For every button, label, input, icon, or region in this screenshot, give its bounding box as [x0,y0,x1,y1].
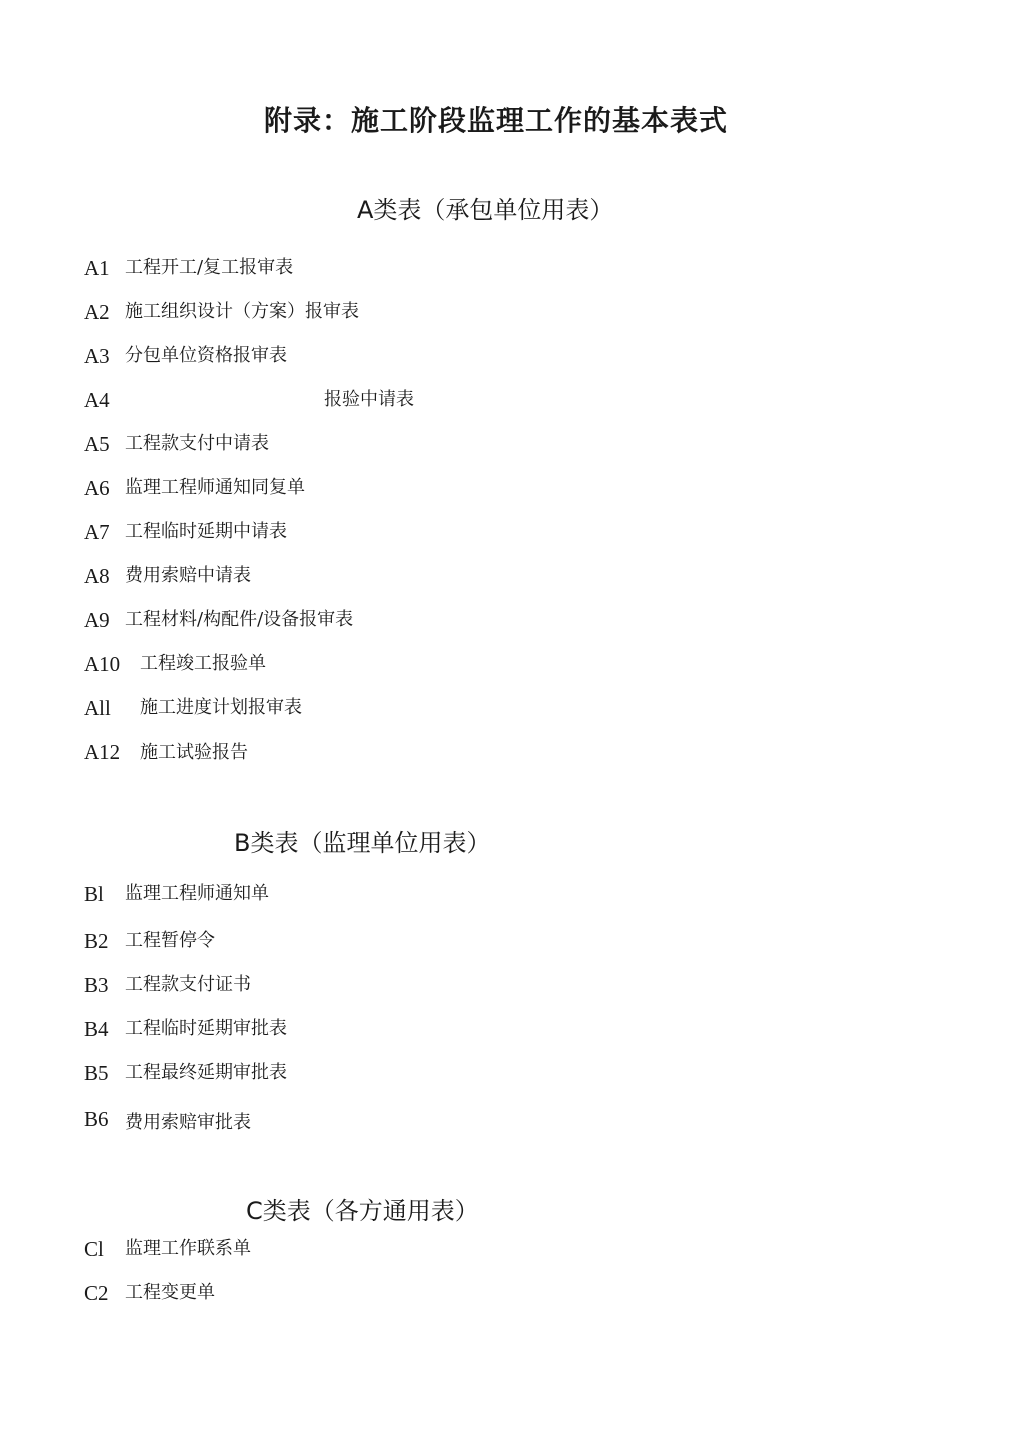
item-label: 报验中请表 [324,389,414,410]
list-item-a12 [84,737,784,767]
item-label: 施工试验报告 [140,742,248,763]
list-item-a6 [84,473,784,503]
item-label: 工程材料/构配件/设备报审表 [125,609,354,630]
item-code: A9 [84,608,110,632]
item-label: 工程变更单 [125,1282,215,1303]
list-item-a10 [84,649,784,679]
item-code: A4 [84,388,110,412]
item-code: Cl [84,1237,104,1261]
list-item-b2 [84,926,784,956]
page-title: 附录：施工阶段监理工作的基本表式 [263,104,728,137]
item-code: A10 [84,652,121,676]
item-label: 工程开工/复工报审表 [125,257,294,278]
item-label: 分包单位资格报审表 [125,345,287,366]
item-code: A6 [84,476,110,500]
item-label: 监理工程师通知单 [125,883,269,904]
list-item-a3 [84,341,784,371]
item-code: A3 [84,344,110,368]
list-item-a2 [84,297,784,327]
section-c-heading: C类表（各方通用表） [246,1197,479,1225]
section-b-heading: B类表（监理单位用表） [234,829,491,857]
item-label: 施工组织设计（方案）报审表 [125,301,359,322]
list-item-c2 [84,1278,784,1308]
item-label: 监理工作联系单 [125,1238,251,1259]
item-code: C2 [84,1281,109,1305]
list-item-a1 [84,253,784,283]
item-label: 工程临时延期审批表 [125,1018,287,1039]
item-code: B5 [84,1061,109,1085]
list-item-a7 [84,517,784,547]
list-item-a9 [84,605,784,635]
item-label: 施工进度计划报审表 [140,697,302,718]
item-code: B4 [84,1017,109,1041]
section-a-heading: A类表（承包单位用表） [357,196,614,224]
item-label: 费用索赔审批表 [125,1112,251,1133]
list-item-a4 [84,385,784,415]
list-item-b5 [84,1058,784,1088]
item-code: A2 [84,300,110,324]
item-label: 费用索赔中请表 [125,565,251,586]
list-item-a8 [84,561,784,591]
item-code: A7 [84,520,110,544]
list-item-a11 [84,693,784,723]
item-code: A5 [84,432,110,456]
item-code: All [84,696,111,720]
list-item-a5 [84,429,784,459]
item-label: 工程竣工报验单 [140,653,266,674]
item-label: 监理工程师通知同复单 [125,477,305,498]
item-code: B6 [84,1107,109,1131]
item-label: 工程款支付证书 [125,974,251,995]
list-item-b3 [84,970,784,1000]
item-code: B3 [84,973,109,997]
item-code: A1 [84,256,110,280]
list-item-c1 [84,1234,784,1264]
item-label: 工程暂停令 [125,930,215,951]
item-label: 工程最终延期审批表 [125,1062,287,1083]
item-label: 工程款支付中请表 [125,433,269,454]
item-label: 工程临时延期中请表 [125,521,287,542]
list-item-b1 [84,879,784,909]
list-item-b6 [84,1104,784,1134]
item-code: A8 [84,564,110,588]
item-code: B2 [84,929,109,953]
list-item-b4 [84,1014,784,1044]
item-code: A12 [84,740,121,764]
item-code: Bl [84,882,104,906]
